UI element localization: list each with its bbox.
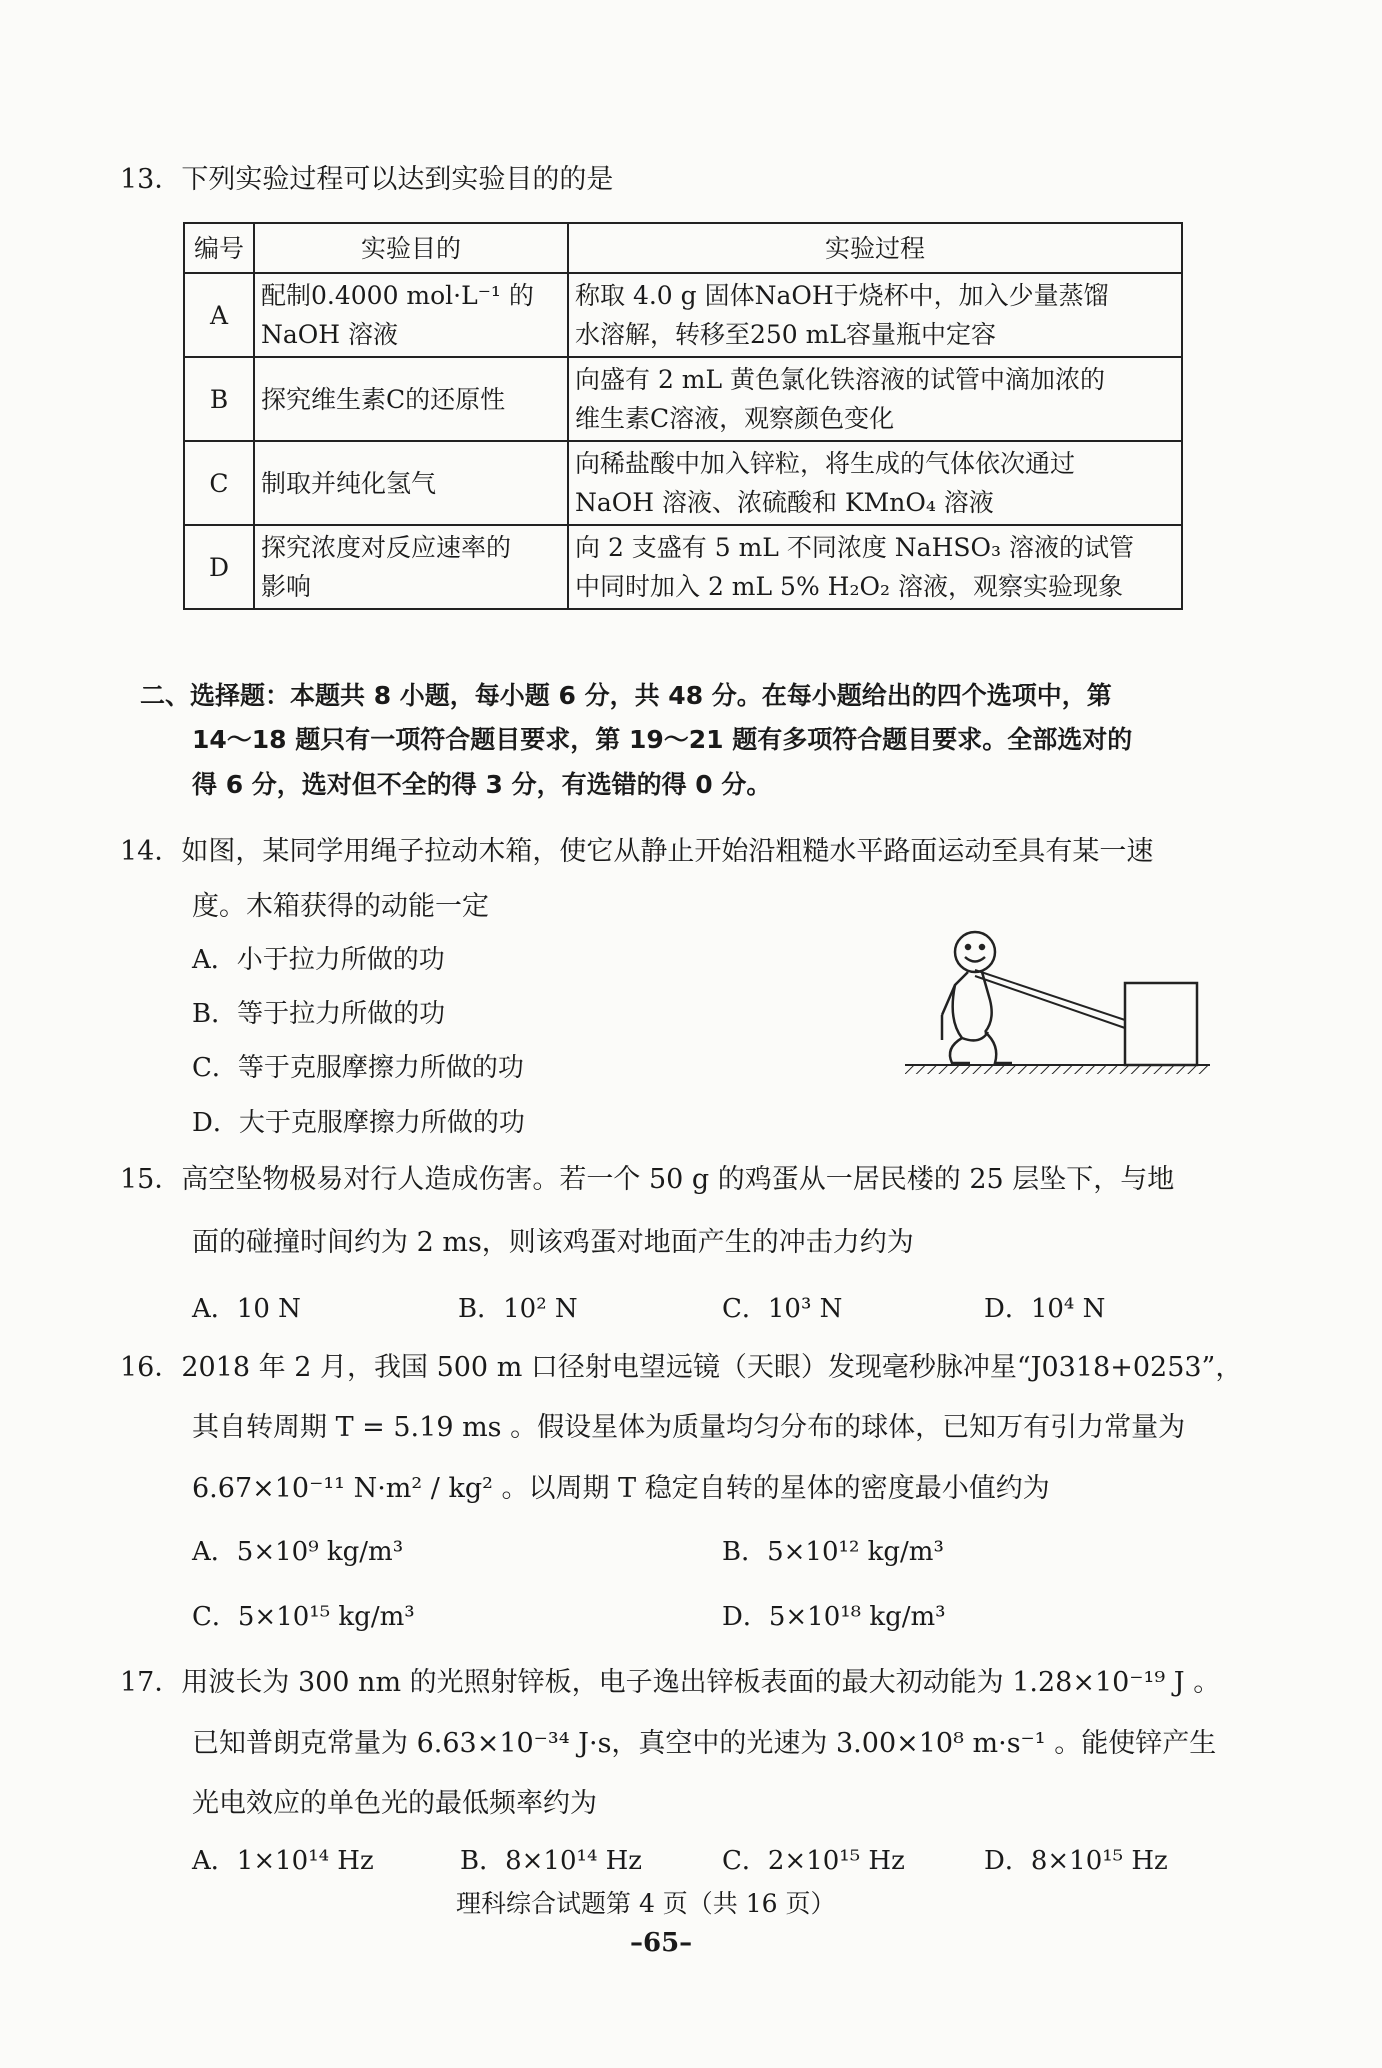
row-id: D <box>184 525 254 609</box>
row-purpose-line: 探究浓度对反应速率的 <box>261 533 512 562</box>
q17-line: 17．用波长为 300 nm 的光照射锌板，电子逸出锌板表面的最大初动能为 1.28×10⁻¹⁹ J 。 <box>120 1667 1221 1698</box>
table-row <box>184 357 1182 441</box>
row-purpose-line: 配制0.4000 mol·L⁻¹ 的 <box>261 281 534 310</box>
row-process-line: 中同时加入 2 mL 5% H₂O₂ 溶液，观察实验现象 <box>575 572 1123 601</box>
row-purpose-line: 探究维生素C的还原性 <box>261 384 506 414</box>
row-id: A <box>184 273 254 357</box>
row-purpose-line: NaOH 溶液 <box>261 320 399 349</box>
row-purpose <box>254 441 568 525</box>
page-info: 理科综合试题第 4 页（共 16 页） <box>456 1889 836 1918</box>
q16-option: C．5×10¹⁵ kg/m³ <box>192 1602 415 1632</box>
q16-line: 其自转周期 T = 5.19 ms 。假设星体为质量均匀分布的球体，已知万有引力常量为 <box>192 1412 1186 1443</box>
person <box>942 932 1012 1063</box>
q16-line: 6.67×10⁻¹¹ N·m² / kg² 。以周期 T 稳定自转的星体的密度最小值约为 <box>192 1473 1050 1504</box>
ground <box>905 1065 1210 1074</box>
q17-line: 已知普朗克常量为 6.63×10⁻³⁴ J·s，真空中的光速为 3.00×10⁸ m·s⁻¹ 。能使锌产生 <box>192 1728 1217 1759</box>
row-purpose-line: 影响 <box>261 572 312 601</box>
q14-option: C．等于克服摩擦力所做的功 <box>192 1053 524 1083</box>
row-id: C <box>184 441 254 525</box>
q17-option: C．2×10¹⁵ Hz <box>722 1846 905 1876</box>
section2-line: 14～18 题只有一项符合题目要求，第 19～21 题有多项符合题目要求。全部选对的 <box>192 725 1133 754</box>
header-purpose: 实验目的 <box>254 223 568 273</box>
q14-line: 度。木箱获得的动能一定 <box>192 891 489 922</box>
rope <box>975 970 1125 1028</box>
q14-line: 14．如图，某同学用绳子拉动木箱，使它从静止开始沿粗糙水平路面运动至具有某一速 <box>120 836 1154 867</box>
row-process <box>568 525 1182 609</box>
row-purpose-line: 制取并纯化氢气 <box>261 468 437 498</box>
q17-option: B．8×10¹⁴ Hz <box>460 1846 643 1876</box>
q15-option: B．10² N <box>458 1294 578 1324</box>
q15-option: A．10 N <box>192 1294 301 1324</box>
q15-option: C．10³ N <box>722 1294 843 1324</box>
row-process-line: NaOH 溶液、浓硫酸和 KMnO₄ 溶液 <box>575 488 994 517</box>
header-id: 编号 <box>184 223 254 273</box>
row-purpose <box>254 357 568 441</box>
row-process <box>568 441 1182 525</box>
q14-option: A．小于拉力所做的功 <box>192 945 445 975</box>
q16-option: B．5×10¹² kg/m³ <box>722 1537 944 1567</box>
q13-stem: 13．下列实验过程可以达到实验目的的是 <box>120 164 614 195</box>
table-header-row <box>184 223 1182 273</box>
q17-option: A．1×10¹⁴ Hz <box>192 1846 374 1876</box>
pulling-box-figure <box>900 920 1280 1090</box>
row-process-line: 向 2 支盛有 5 mL 不同浓度 NaHSO₃ 溶液的试管 <box>575 533 1134 562</box>
q15-line: 15．高空坠物极易对行人造成伤害。若一个 50 g 的鸡蛋从一居民楼的 25 层坠下，与地 <box>120 1164 1175 1195</box>
q16-line: 16．2018 年 2 月，我国 500 m 口径射电望远镜（天眼）发现毫秒脉冲星“J0318+0253”， <box>120 1352 1243 1383</box>
wooden-box <box>1125 983 1197 1065</box>
row-purpose <box>254 525 568 609</box>
table-row <box>184 525 1182 609</box>
row-process-line: 水溶解，转移至250 mL容量瓶中定容 <box>575 320 996 349</box>
experiment-table <box>183 222 1183 610</box>
header-process: 实验过程 <box>568 223 1182 273</box>
q16-option: A．5×10⁹ kg/m³ <box>192 1537 404 1567</box>
row-id: B <box>184 357 254 441</box>
row-purpose <box>254 273 568 357</box>
page-number: –65– <box>630 1928 693 1958</box>
section2-line: 二、选择题：本题共 8 小题，每小题 6 分，共 48 分。在每小题给出的四个选项中，第 <box>140 681 1112 710</box>
row-process-line: 维生素C溶液，观察颜色变化 <box>575 404 895 433</box>
q17-option: D．8×10¹⁵ Hz <box>984 1846 1168 1876</box>
row-process-line: 向盛有 2 mL 黄色氯化铁溶液的试管中滴加浓的 <box>575 365 1106 394</box>
table-row <box>184 273 1182 357</box>
q15-option: D．10⁴ N <box>984 1294 1106 1324</box>
row-process-line: 向稀盐酸中加入锌粒，将生成的气体依次通过 <box>575 449 1076 478</box>
section2-line: 得 6 分，选对但不全的得 3 分，有选错的得 0 分。 <box>192 770 772 799</box>
q14-option: D．大于克服摩擦力所做的功 <box>192 1108 525 1138</box>
row-process <box>568 357 1182 441</box>
q14-option: B．等于拉力所做的功 <box>192 999 446 1029</box>
table-row <box>184 441 1182 525</box>
q17-line: 光电效应的单色光的最低频率约为 <box>192 1788 597 1819</box>
q16-option: D．5×10¹⁸ kg/m³ <box>722 1602 946 1632</box>
row-process <box>568 273 1182 357</box>
q15-line: 面的碰撞时间约为 2 ms，则该鸡蛋对地面产生的冲击力约为 <box>192 1227 914 1258</box>
row-process-line: 称取 4.0 g 固体NaOH于烧杯中，加入少量蒸馏 <box>575 281 1109 310</box>
